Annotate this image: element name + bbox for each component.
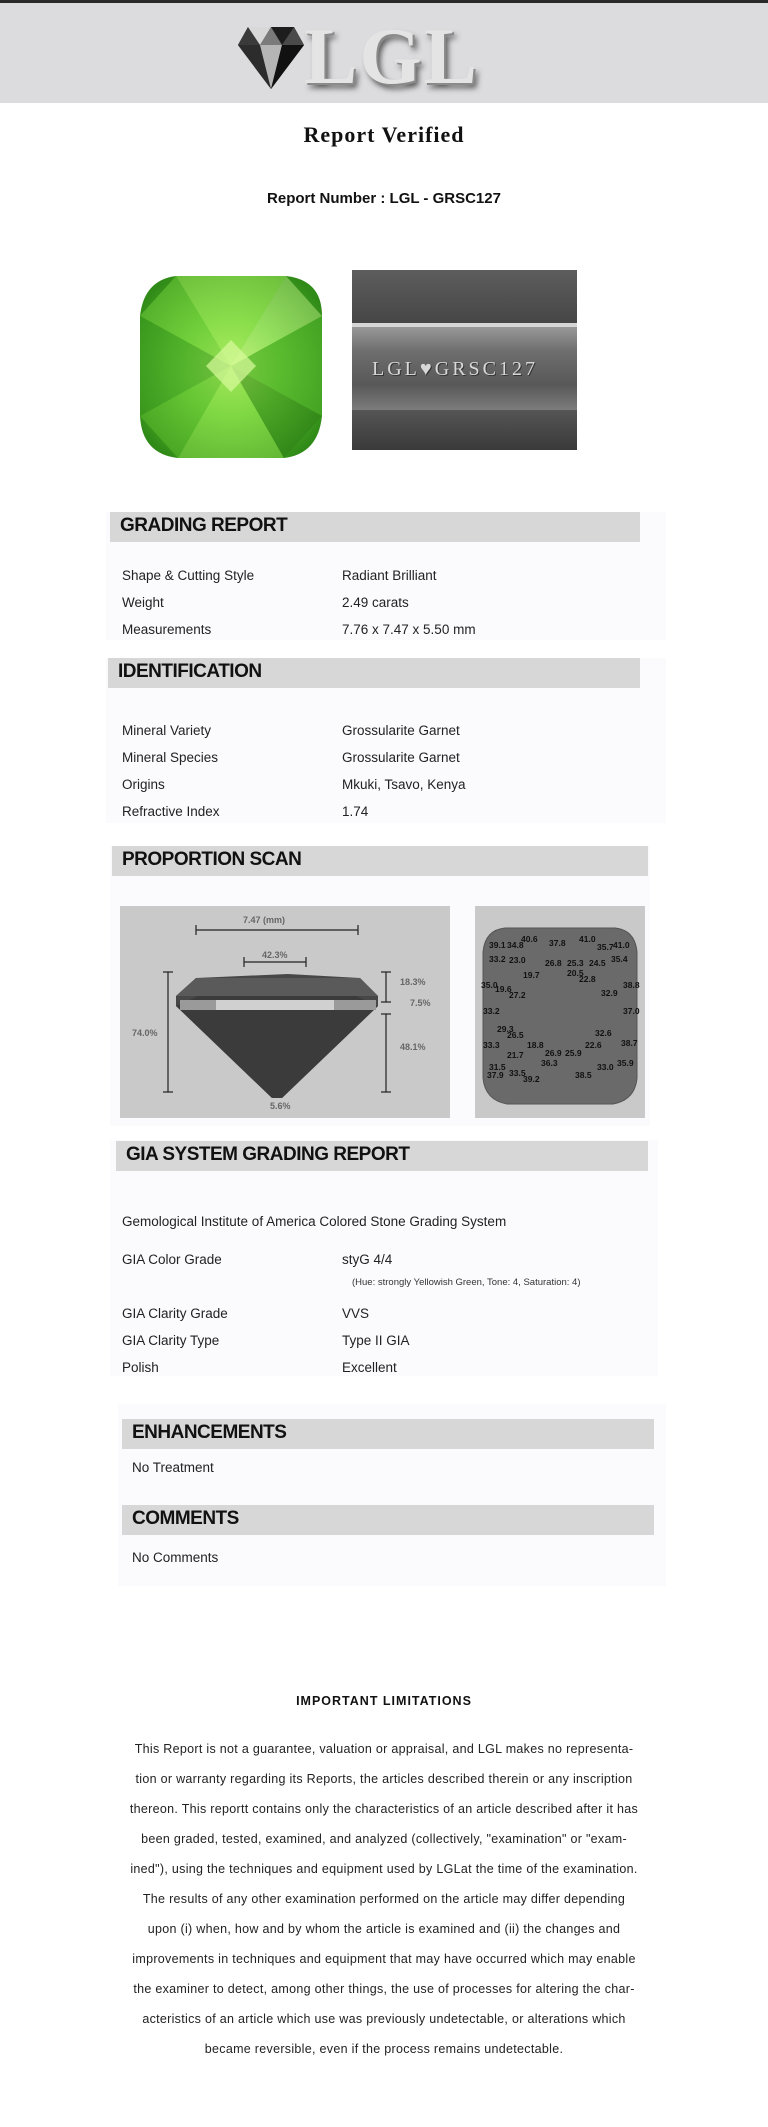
facet-value: 26.5 — [507, 1030, 524, 1040]
width-label: 7.47 (mm) — [243, 915, 286, 925]
limitations-line: became reversible, even if the process remains undetectable. — [204, 2042, 564, 2056]
measurements-value: 7.76 x 7.47 x 5.50 mm — [342, 622, 476, 637]
weight-label: Weight — [122, 595, 164, 610]
comments-title: COMMENTS — [132, 1508, 239, 1529]
table-pct: 42.3% — [262, 950, 288, 960]
logo-text: LGL — [304, 13, 479, 101]
gia-header — [116, 1141, 648, 1171]
facet-value: 33.2 — [489, 954, 506, 964]
mineral-species-label: Mineral Species — [122, 750, 219, 765]
identification-title: IDENTIFICATION — [118, 661, 262, 682]
mineral-variety-label: Mineral Variety — [122, 723, 212, 738]
polish-value: Excellent — [342, 1360, 397, 1375]
comments-header — [122, 1505, 654, 1535]
shape-label: Shape & Cutting Style — [122, 568, 255, 583]
clarity-type-label: GIA Clarity Type — [122, 1333, 220, 1348]
color-note: (Hue: strongly Yellowish Green, Tone: 4, Saturation: 4) — [352, 1277, 581, 1288]
enhancements-header — [122, 1419, 654, 1449]
facet-value: 27.2 — [509, 990, 526, 1000]
facet-value: 37.0 — [623, 1006, 640, 1016]
grading-title: GRADING REPORT — [120, 515, 288, 536]
clarity-grade-label: GIA Clarity Grade — [122, 1306, 228, 1321]
color-grade-label: GIA Color Grade — [122, 1252, 222, 1267]
weight-value: 2.49 carats — [342, 595, 409, 610]
limitations-line: ined"), using the techniques and equipment used by LGLat the time of the examination. — [130, 1862, 638, 1876]
facet-value: 41.0 — [613, 940, 630, 950]
clarity-grade-value: VVS — [342, 1306, 370, 1321]
gia-system-text: Gemological Institute of America Colored Stone Grading System — [122, 1214, 507, 1229]
facet-value: 33.5 — [509, 1068, 526, 1078]
limitations-line: tion or warranty regarding its Reports, the articles described therein or any inscription — [135, 1772, 633, 1786]
facet-value: 39.1 — [489, 940, 506, 950]
facet-value: 24.5 — [589, 958, 606, 968]
crown-pct: 18.3% — [400, 977, 426, 987]
refractive-index-value: 1.74 — [342, 804, 369, 819]
facet-value: 37.8 — [549, 938, 566, 948]
limitations-line: acteristics of an article which use was previously undetectable, or alterations which — [142, 2012, 626, 2026]
facet-value: 29.3 — [497, 1024, 514, 1034]
limitations-line: upon (i) when, how and by whom the article is examined and (ii) the changes and — [147, 1922, 621, 1936]
facet-value: 33.0 — [597, 1062, 614, 1072]
mineral-species-value: Grossularite Garnet — [342, 750, 460, 765]
facet-value: 18.8 — [527, 1040, 544, 1050]
facet-value: 21.7 — [507, 1050, 524, 1060]
comments-value: No Comments — [132, 1550, 219, 1565]
limitations-line: been graded, tested, examined, and analyzed (collectively, "examination" or "exam- — [141, 1832, 627, 1846]
facet-value: 20.5 — [567, 968, 584, 978]
limitations-line: This Report is not a guarantee, valuation or appraisal, and LGL makes no representa- — [134, 1742, 634, 1756]
facet-map — [475, 906, 645, 1118]
facet-value: 33.2 — [483, 1006, 500, 1016]
facet-value: 40.6 — [521, 934, 538, 944]
facet-value: 33.3 — [483, 1040, 500, 1050]
facet-value: 19.7 — [523, 970, 540, 980]
gia-title: GIA SYSTEM GRADING REPORT — [126, 1144, 410, 1165]
profile-scan — [120, 906, 450, 1118]
grading-header — [110, 512, 640, 542]
limitations-line: the examiner to detect, among other things, the use of processes for altering the char- — [133, 1982, 635, 1996]
facet-value: 39.2 — [523, 1074, 540, 1084]
facet-value: 41.0 — [579, 934, 596, 944]
page-title: Report Verified — [303, 122, 465, 147]
origins-label: Origins — [122, 777, 165, 792]
facet-value: 38.5 — [575, 1070, 592, 1080]
inscription-photo — [352, 270, 577, 450]
shape-value: Radiant Brilliant — [342, 568, 437, 583]
polish-label: Polish — [122, 1360, 159, 1375]
color-grade-value: styG 4/4 — [342, 1252, 393, 1267]
girdle-edge — [352, 323, 577, 327]
facet-value: 26.9 — [545, 1048, 562, 1058]
facet-value: 38.7 — [621, 1038, 638, 1048]
facet-value: 31.5 — [489, 1062, 506, 1072]
facet-value: 22.8 — [579, 974, 596, 984]
origins-value: Mkuki, Tsavo, Kenya — [342, 777, 466, 792]
measurements-label: Measurements — [122, 622, 212, 637]
facet-value: 34.8 — [507, 940, 524, 950]
culet-pct: 5.6% — [270, 1101, 291, 1111]
clarity-type-value: Type II GIA — [342, 1333, 410, 1348]
identification-header — [108, 658, 640, 688]
limitations-line: The results of any other examination performed on the article may differ depending — [142, 1892, 626, 1906]
proportion-title: PROPORTION SCAN — [122, 849, 302, 870]
facet-value: 23.0 — [509, 955, 526, 965]
limitations-line: improvements in techniques and equipment that may have occurred which may enable — [132, 1952, 636, 1966]
facet-value: 37.9 — [487, 1070, 504, 1080]
facet-value: 35.9 — [617, 1058, 634, 1068]
facet-value: 25.3 — [567, 958, 584, 968]
facet-value: 36.3 — [541, 1058, 558, 1068]
pavilion-pct: 48.1% — [400, 1042, 426, 1052]
facet-value: 19.6 — [495, 984, 512, 994]
diamond-icon — [236, 25, 306, 91]
facet-value: 25.9 — [565, 1048, 582, 1058]
mineral-variety-value: Grossularite Garnet — [342, 723, 460, 738]
lgl-logo[interactable] — [232, 13, 492, 101]
facet-value: 26.8 — [545, 958, 562, 968]
depth-pct: 74.0% — [132, 1028, 158, 1038]
facet-value: 35.0 — [481, 980, 498, 990]
facet-value: 32.9 — [601, 988, 618, 998]
facet-value: 22.6 — [585, 1040, 602, 1050]
report-number: Report Number : LGL - GRSC127 — [267, 190, 501, 207]
enhancements-value: No Treatment — [132, 1460, 214, 1475]
proportion-header — [112, 846, 648, 876]
gemstone-photo — [136, 270, 326, 462]
limitations-title: IMPORTANT LIMITATIONS — [296, 1694, 472, 1708]
refractive-index-label: Refractive Index — [122, 804, 220, 819]
enhancements-title: ENHANCEMENTS — [132, 1422, 287, 1443]
limitations-body — [118, 1734, 650, 2064]
limitations-line: thereon. This reportt contains only the characteristics of an article described after it has — [129, 1802, 639, 1816]
facet-value: 32.6 — [595, 1028, 612, 1038]
laser-inscription: LGL♥GRSC127 — [372, 358, 538, 380]
facet-value: 35.7 — [597, 942, 614, 952]
girdle-pct: 7.5% — [410, 998, 431, 1008]
facet-value: 35.4 — [611, 954, 628, 964]
facet-value: 38.8 — [623, 980, 640, 990]
header-banner — [0, 3, 768, 103]
